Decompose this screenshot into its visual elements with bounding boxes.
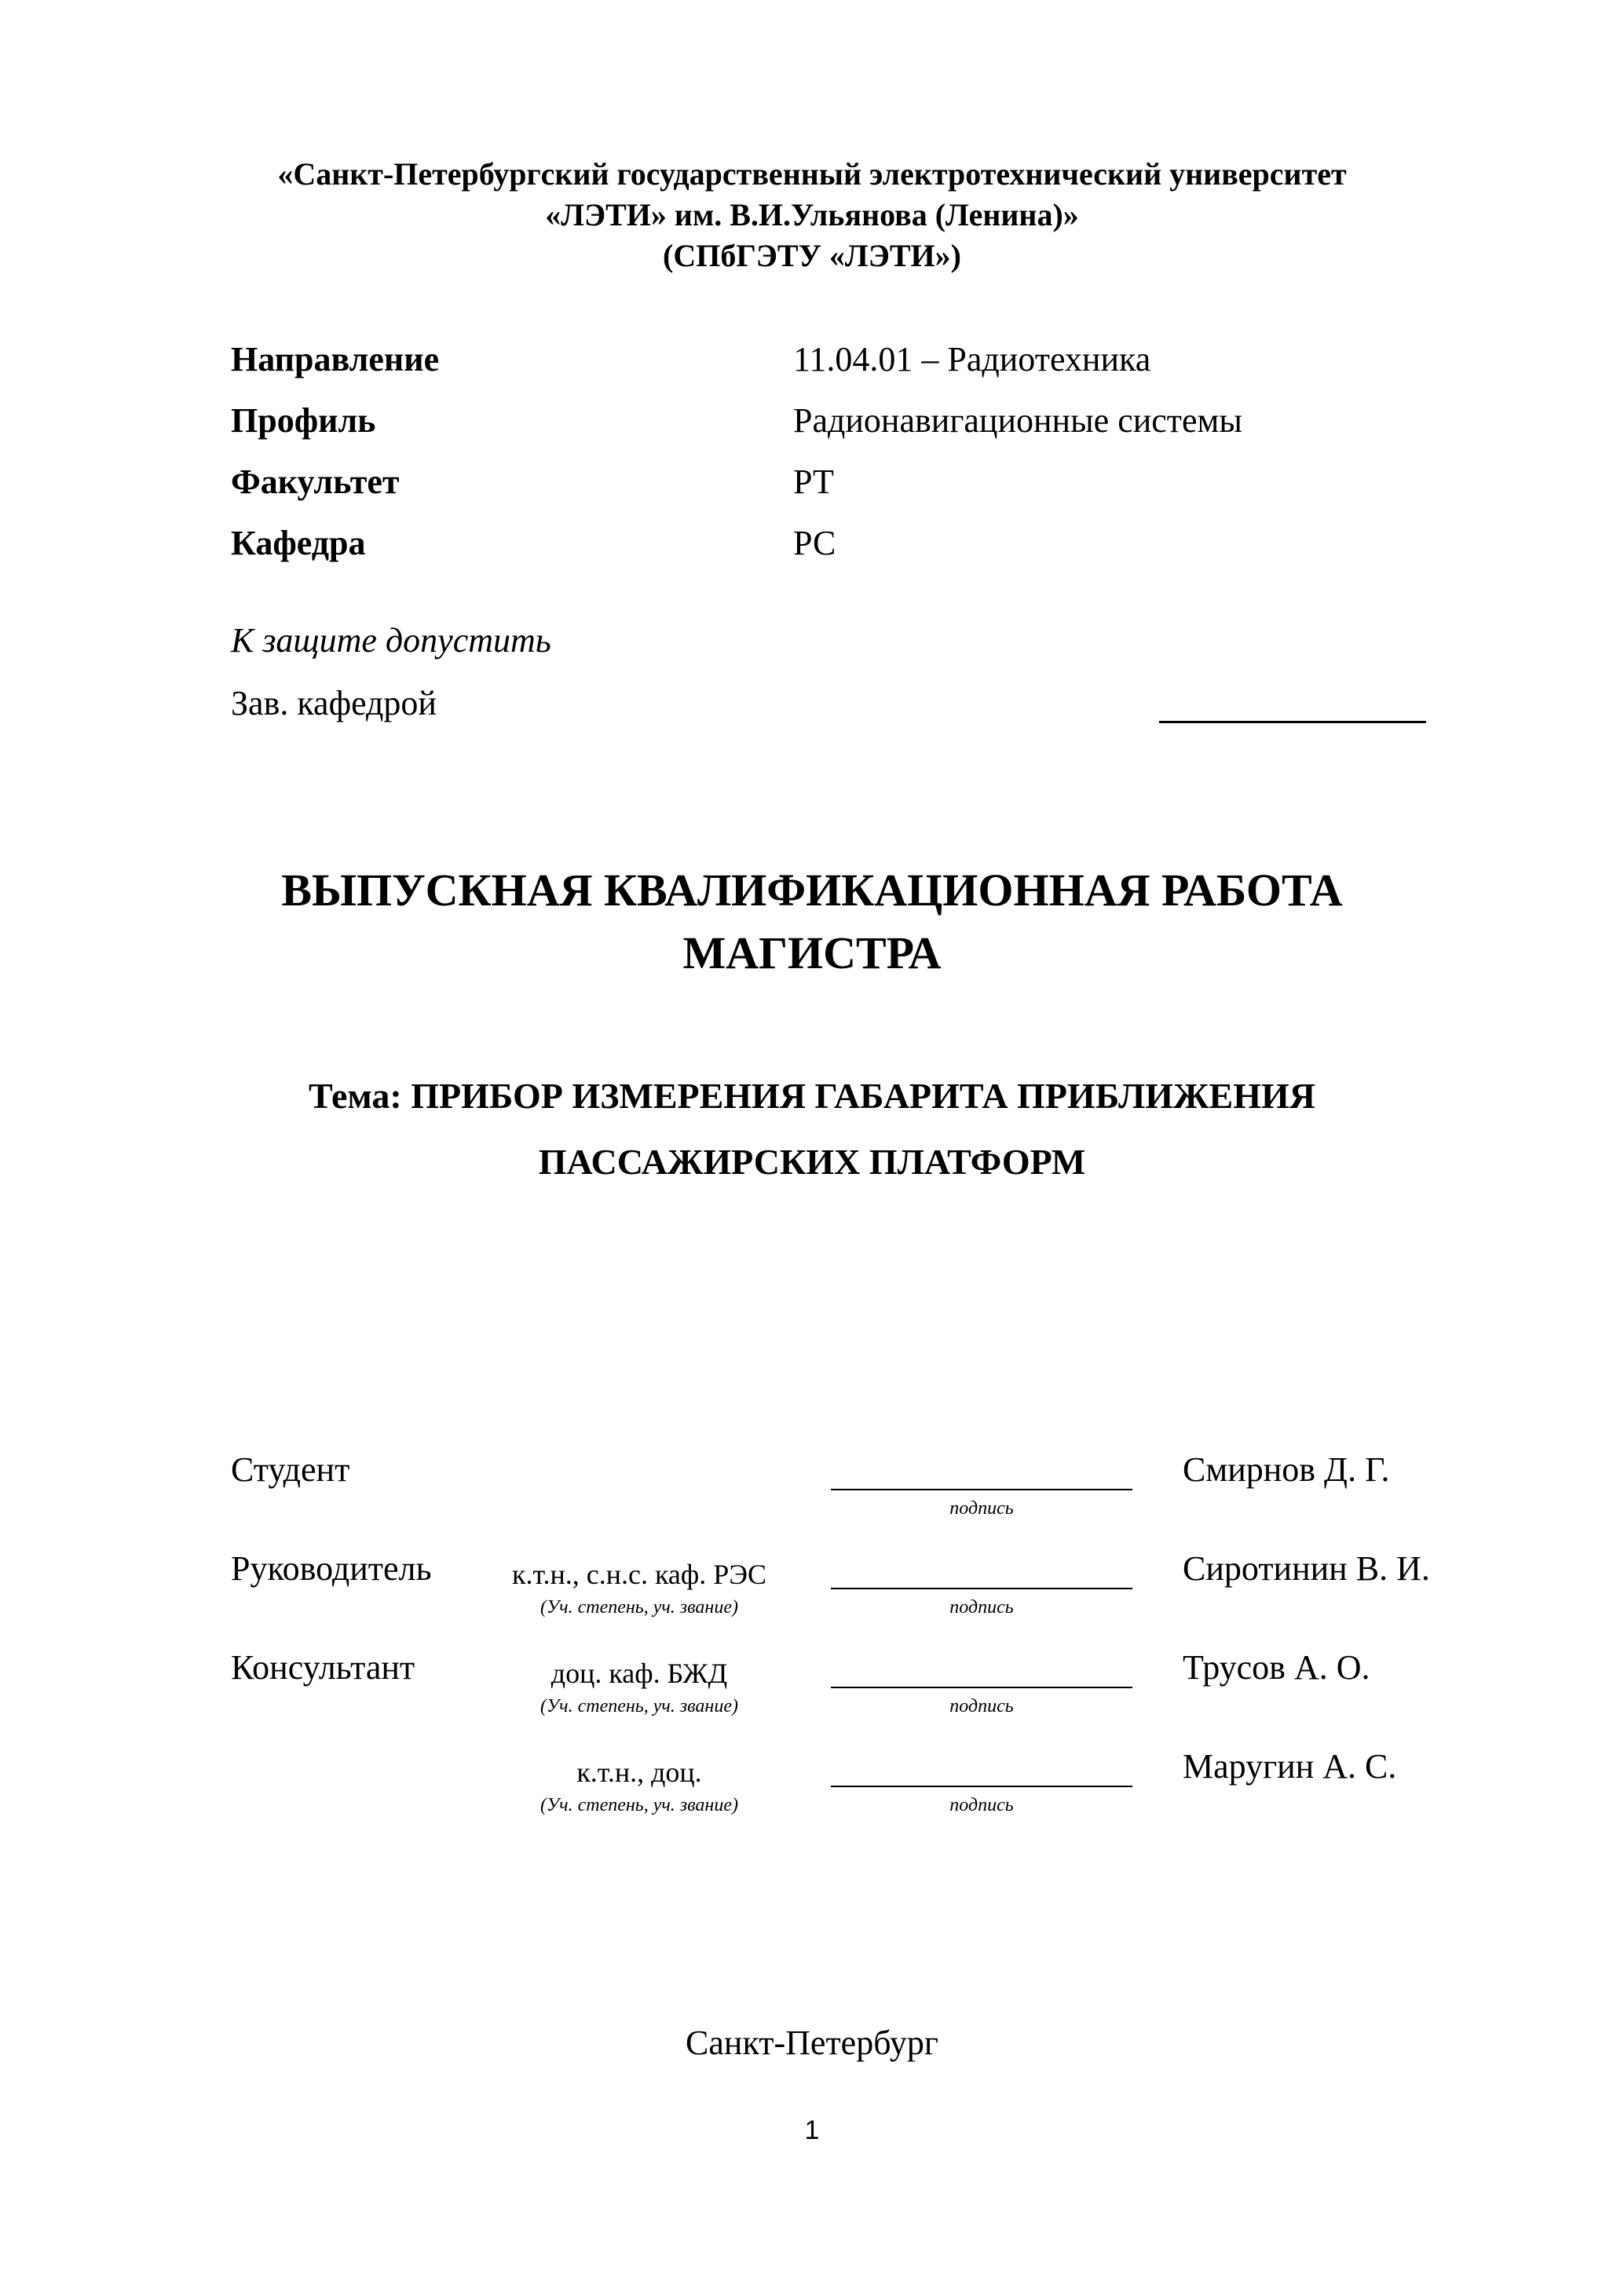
info-value: Радионавигационные системы — [793, 401, 1242, 440]
city-name: Санкт-Петербург — [686, 2024, 938, 2062]
university-line-1: «Санкт-Петербургский государственный электротехнический университет — [277, 156, 1347, 192]
signature-line — [831, 1588, 1132, 1589]
signature-name: Смирнов Д. Г. — [1183, 1450, 1390, 1489]
signature-degree-caption: (Уч. степень, уч. звание) — [540, 1597, 738, 1618]
info-label: Кафедра — [231, 524, 366, 562]
university-header — [0, 154, 1624, 276]
signature-caption: подпись — [949, 1795, 1014, 1815]
signature-row-supervisor — [231, 1548, 1487, 1635]
thesis-topic — [0, 1063, 1624, 1195]
approval-text: К защите допустить — [231, 621, 551, 660]
info-row-direction — [231, 339, 1487, 394]
info-label: Направление — [231, 340, 440, 378]
info-value: РС — [793, 524, 836, 562]
signature-line — [831, 1786, 1132, 1787]
signature-caption: подпись — [949, 1498, 1014, 1519]
signature-degree: к.т.н., доц. — [576, 1757, 702, 1788]
signature-degree: к.т.н., с.н.с. каф. РЭС — [511, 1559, 767, 1590]
signature-row-consultant-2 — [231, 1746, 1487, 1833]
title-line-1: ВЫПУСКНАЯ КВАЛИФИКАЦИОННАЯ РАБОТА — [281, 865, 1343, 916]
page-number: 1 — [804, 2115, 820, 2145]
info-value: 11.04.01 – Радиотехника — [793, 340, 1151, 378]
info-row-profile — [231, 400, 1487, 455]
info-label: Факультет — [231, 462, 400, 501]
signature-degree-caption: (Уч. степень, уч. звание) — [540, 1696, 738, 1717]
signature-name: Трусов А. О. — [1183, 1648, 1370, 1687]
signature-row-consultant — [231, 1647, 1487, 1734]
signature-row-student — [231, 1450, 1487, 1536]
signature-role: Студент — [231, 1450, 350, 1489]
signature-caption: подпись — [949, 1696, 1014, 1717]
topic-line-1: Тема: ПРИБОР ИЗМЕРЕНИЯ ГАБАРИТА ПРИБЛИЖЕНИЯ — [309, 1076, 1315, 1116]
signature-role: Консультант — [231, 1648, 415, 1687]
title-line-2: МАГИСТРА — [682, 927, 942, 978]
signature-caption: подпись — [949, 1597, 1014, 1618]
info-row-faculty — [231, 462, 1487, 517]
head-of-department-label: Зав. кафедрой — [231, 684, 437, 722]
signature-degree-caption: (Уч. степень, уч. звание) — [540, 1795, 738, 1815]
signature-line — [831, 1687, 1132, 1688]
info-label: Профиль — [231, 401, 376, 440]
document-title — [0, 859, 1624, 985]
signature-name: Маругин А. С. — [1183, 1747, 1397, 1786]
signature-name: Сиротинин В. И. — [1183, 1549, 1430, 1588]
signature-degree: доц. каф. БЖД — [550, 1658, 728, 1689]
signature-role: Руководитель — [231, 1549, 432, 1588]
signature-line — [831, 1489, 1132, 1490]
university-line-2: «ЛЭТИ» им. В.И.Ульянова (Ленина)» — [545, 197, 1079, 232]
info-value: РТ — [793, 462, 834, 501]
head-signature-line — [1159, 721, 1426, 723]
university-line-3: (СПбГЭТУ «ЛЭТИ») — [663, 238, 961, 273]
info-row-department — [231, 523, 1487, 578]
topic-line-2: ПАССАЖИРСКИХ ПЛАТФОРМ — [538, 1142, 1086, 1182]
